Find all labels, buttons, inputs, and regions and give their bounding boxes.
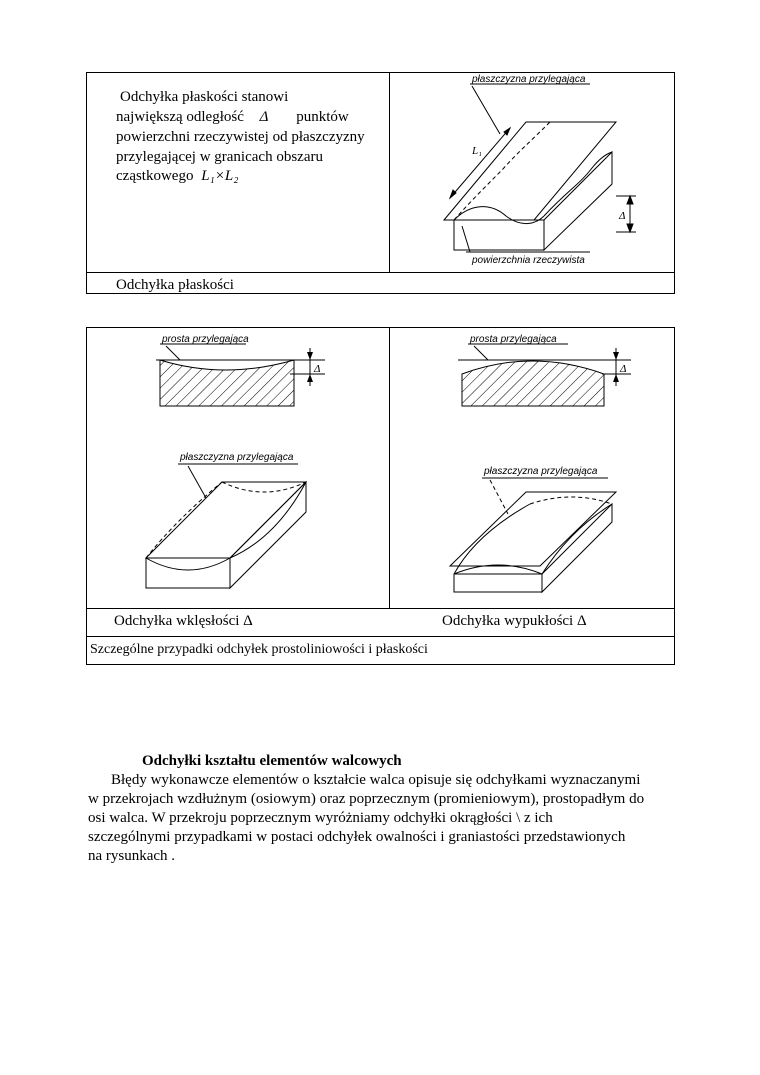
flatness-caption: Odchyłka płaskości: [116, 277, 234, 293]
concave-section: [160, 360, 294, 406]
convex-profile-figure: [456, 330, 636, 410]
convex-section: [462, 361, 604, 406]
delta-arrow-top: [307, 352, 313, 360]
table-horizontal-divider-1: [87, 608, 674, 609]
delta-symbol: Δ: [259, 109, 269, 125]
real-surface-label: powierzchnia rzeczywista: [472, 255, 585, 266]
paragraph-line-4: szczególnymi przypadkami w postaci odchyłek owalności i graniastości przedstawionych: [88, 829, 626, 845]
delta-arrow-bottom: [613, 374, 619, 382]
paragraph-line-1: Błędy wykonawcze elementów o kształcie walca opisuje się odchyłkami wyznaczanymi: [111, 772, 641, 788]
flatness-definition-line-5: [116, 167, 238, 187]
length-dimension-line: [450, 128, 510, 198]
concave-profile-figure: [150, 330, 330, 410]
length-arrow-start: [450, 190, 456, 198]
convexity-caption: Odchyłka wypukłości Δ: [442, 613, 587, 629]
adherent-plane-label: płaszczyzna przylegająca: [180, 452, 294, 463]
convex-block-figure: [446, 456, 646, 606]
delta-arrow-top: [613, 352, 619, 360]
delta-label: Δ: [619, 210, 626, 222]
delta-label: Δ: [314, 363, 321, 375]
convex-left-curve: [454, 504, 530, 574]
label-leader: [166, 346, 180, 360]
flatness-definition-line-1: Odchyłka płaskości stanowi: [120, 89, 289, 105]
bottom-label-leader: [462, 226, 470, 252]
flatness-definition-line-2: [116, 108, 349, 128]
label-leader: [188, 466, 206, 498]
adherent-plane-label: płaszczyzna przylegająca: [484, 466, 598, 477]
flatness-definition-part-c: cząstkowego: [116, 168, 194, 184]
block-front-face: [146, 558, 230, 588]
paragraph-line-2: w przekrojach wzdłużnym (osiowym) oraz poprzecznym (promieniowym), prostopadłym do: [88, 791, 645, 807]
flatness-figure: [390, 74, 674, 270]
section-heading: Odchyłki kształtu elementów walcowych: [142, 753, 402, 769]
block-side-face: [542, 504, 612, 592]
flatness-definition-part-b: punktów: [296, 109, 349, 125]
adherent-line-label: prosta przylegająca: [470, 334, 557, 345]
table-horizontal-divider: [87, 272, 674, 273]
convex-hidden-curve-back: [530, 497, 612, 504]
concave-hidden-curve-back: [222, 482, 306, 492]
adherent-line-label: prosta przylegająca: [162, 334, 249, 345]
paragraph-line-5: na rysunkach .: [88, 848, 176, 864]
block-side-face: [230, 482, 306, 588]
top-label-leader: [472, 86, 500, 134]
real-surface-front-edge: [454, 207, 544, 224]
table-vertical-divider: [389, 328, 390, 608]
delta-label: Δ: [620, 363, 627, 375]
table-horizontal-divider-2: [87, 636, 674, 637]
concavity-caption: Odchyłka wklęsłości Δ: [114, 613, 253, 629]
length-label: L₁: [472, 145, 482, 157]
paragraph-line-3: osi walca. W przekroju poprzecznym wyróżniamy odchyłki okrągłości \ z ich: [88, 810, 553, 826]
concave-front-curve: [146, 558, 230, 570]
concave-block-figure: [140, 446, 340, 606]
flatness-definition-part-a: największą odległość: [116, 109, 244, 125]
label-leader: [490, 480, 508, 514]
adherent-plane-label: płaszczyzna przylegająca: [472, 74, 586, 85]
flatness-definition-line-3: powierzchni rzeczywistej od płaszczyzny: [116, 129, 365, 145]
delta-arrow-bottom: [307, 374, 313, 382]
special-cases-footer: Szczególne przypadki odchyłek prostoliniowości i płaskości: [90, 642, 428, 657]
area-symbol: L₁×L₂: [201, 168, 239, 184]
label-leader: [474, 346, 488, 360]
delta-arrow-bottom: [627, 224, 633, 232]
delta-arrow-top: [627, 196, 633, 204]
adherent-plane: [146, 482, 306, 558]
block-front-face: [454, 574, 542, 592]
flatness-definition-line-4: przylegającej w granicach obszaru: [116, 149, 323, 165]
